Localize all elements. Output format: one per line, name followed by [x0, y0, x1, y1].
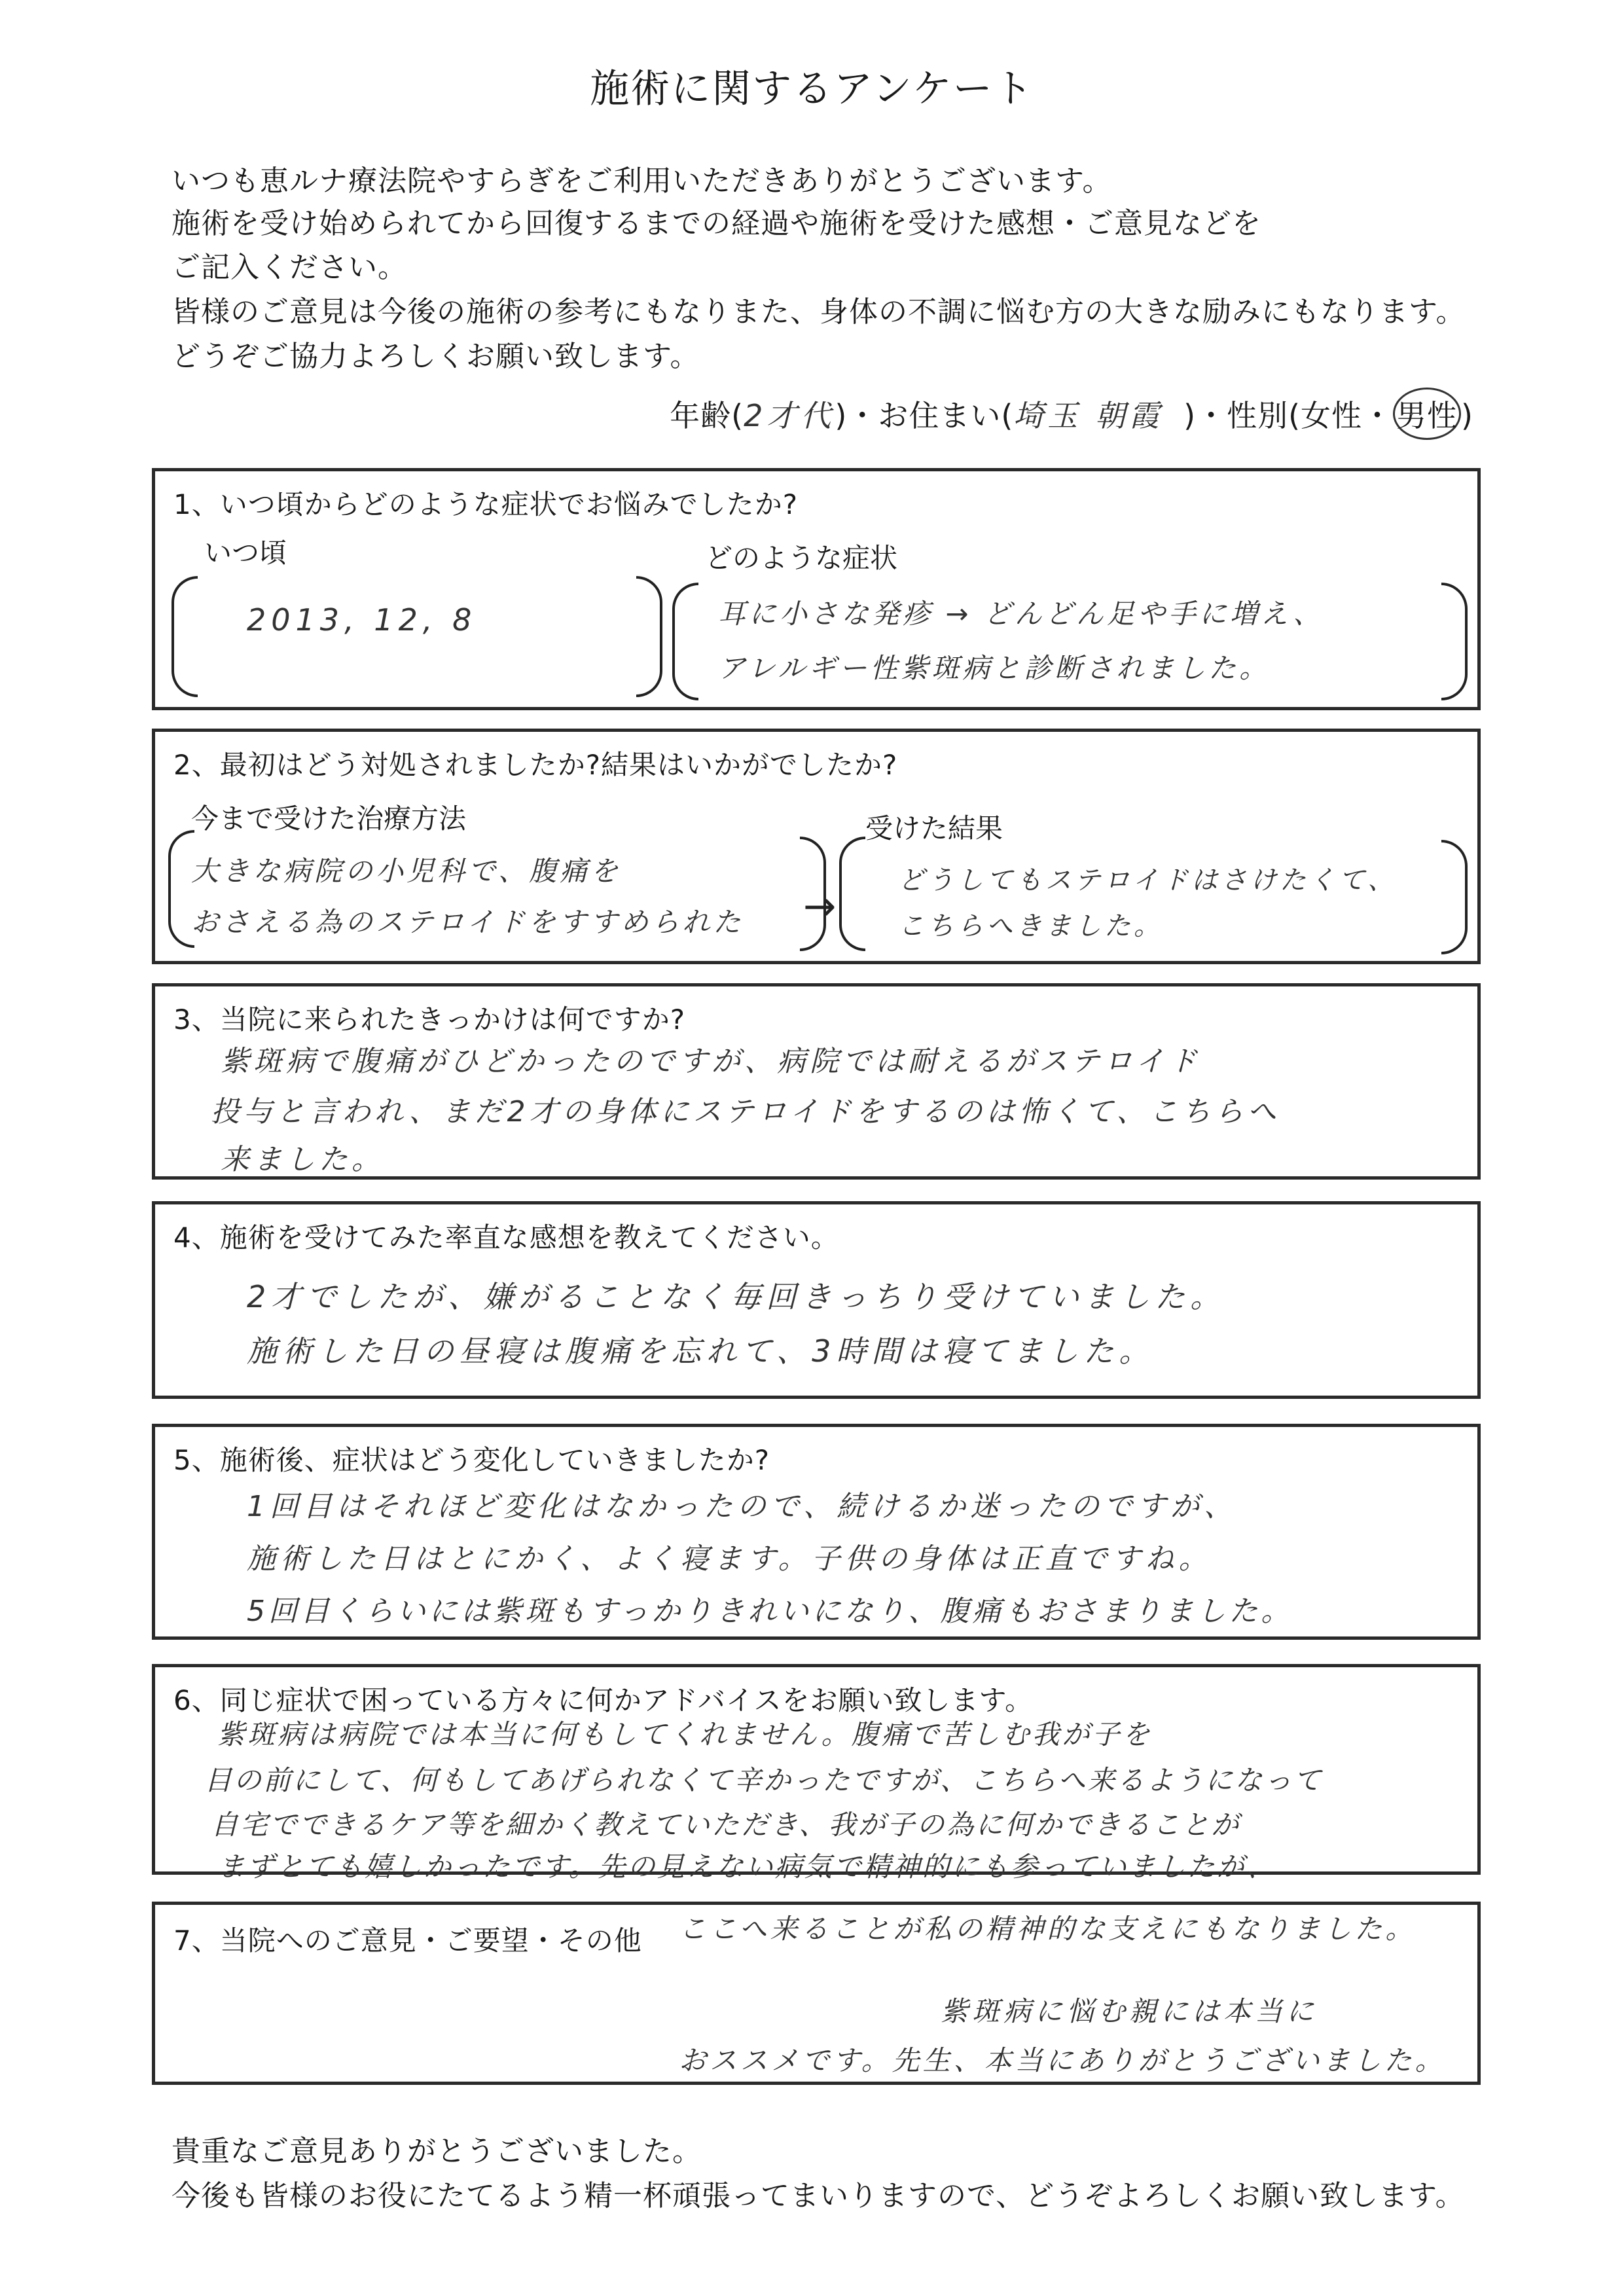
result-answer-line-2[interactable]: こちらへきました。 — [898, 911, 1163, 941]
intro-line-5: どうぞご協力よろしくお願い致します。 — [171, 340, 700, 373]
intro-line-3: ご記入ください。 — [171, 251, 407, 284]
gender-option-male-circled[interactable]: 男性 — [1393, 388, 1461, 440]
answer-5-line-3[interactable]: 5回目くらいには紫斑もすっかりきれいになり、腹痛もおさまりました。 — [247, 1595, 1293, 1628]
answer-7-line-2[interactable]: 紫斑病に悩む親には本当に — [941, 1995, 1318, 2027]
answer-3-line-1[interactable]: 紫斑病で腹痛がひどかったのですが、病院では耐えるがステロイド — [221, 1045, 1201, 1078]
when-answer[interactable]: 2013, 12, 8 — [247, 602, 477, 638]
question-4-box — [152, 1201, 1481, 1399]
answer-4-line-2[interactable]: 施術した日の昼寝は腹痛を忘れて、3時間は寝てました。 — [247, 1333, 1155, 1369]
symptom-label: どのような症状 — [705, 542, 898, 574]
gender-option-female[interactable]: 女性 — [1301, 398, 1363, 433]
treatment-answer-line-1[interactable]: 大きな病院の小児科で、腹痛を — [191, 855, 622, 887]
footer-closing: 今後も皆様のお役にたてるよう精一杯頑張ってまいりますので、どうぞよろしくお願い致します。 — [171, 2179, 1465, 2213]
question-3-box — [152, 983, 1481, 1180]
question-7-box — [152, 1902, 1481, 2085]
answer-6-line-2[interactable]: 目の前にして、何もしてあげられなくて辛かったですが、こちらへ来るようになって — [204, 1764, 1324, 1796]
question-2-label: 2、最初はどう対処されましたか?結果はいかがでしたか? — [173, 749, 898, 781]
result-bracket-right — [1441, 840, 1468, 954]
symptom-answer-line-1[interactable]: 耳に小さな発疹 → どんどん足や手に増え、 — [718, 598, 1324, 630]
age-field[interactable]: 2才代 — [744, 398, 835, 433]
symptom-bracket-left — [672, 583, 698, 700]
treatment-label: 今まで受けた治療方法 — [191, 803, 467, 835]
residence-field[interactable]: 埼玉 朝霞 — [1013, 398, 1163, 433]
question-5-label: 5、施術後、症状はどう変化していきましたか? — [173, 1444, 770, 1476]
answer-5-line-1[interactable]: 1回目はそれほど変化はなかったので、続けるか迷ったのですが、 — [247, 1490, 1238, 1523]
when-bracket-left — [171, 576, 198, 697]
question-4-label: 4、施術を受けてみた率直な感想を教えてください。 — [173, 1221, 839, 1254]
age-label: 年齢( — [670, 398, 744, 433]
result-bracket-left — [839, 837, 865, 951]
answer-6-line-3[interactable]: 自宅でできるケア等を細かく教えていただき、我が子の為に何かできることが — [211, 1809, 1241, 1841]
intro-line-4: 皆様のご意見は今後の施術の参考にもなりまた、身体の不調に悩む方の大きな励みにもなります。 — [171, 295, 1466, 329]
answer-3-line-2[interactable]: 投与と言われ、まだ2才の身体にステロイドをするのは怖くて、こちらへ — [211, 1095, 1280, 1129]
residence-close: )・ — [1183, 398, 1227, 433]
when-label: いつ頃 — [204, 537, 287, 569]
question-1-box — [152, 468, 1481, 710]
symptom-answer-line-2[interactable]: アレルギー性紫斑病と診断されました。 — [718, 652, 1271, 684]
age-close: )・ — [835, 398, 878, 433]
page-title: 施術に関するアンケート — [590, 66, 1034, 112]
answer-7-line-3[interactable]: おススメです。先生、本当にありがとうございました。 — [679, 2044, 1446, 2076]
question-6-box — [152, 1664, 1481, 1883]
treatment-bracket-left — [168, 830, 194, 948]
question-6-label: 6、同じ症状で困っている方々に何かアドバイスをお願い致します。 — [173, 1684, 1034, 1716]
intro-line-1: いつも恵ルナ療法院やすらぎをご利用いただきありがとうございます。 — [171, 164, 1112, 198]
intro-line-2: 施術を受け始められてから回復するまでの経過や施術を受けた感想・ご意見などを — [171, 207, 1261, 240]
answer-6-line-1[interactable]: 紫斑病は病院では本当に何もしてくれません。腹痛で苦しむ我が子を — [217, 1718, 1153, 1750]
arrow-right-icon: → — [803, 884, 837, 930]
treatment-answer-line-2[interactable]: おさえる為のステロイドをすすめられた — [191, 906, 744, 938]
question-3-label: 3、当院に来られたきっかけは何ですか? — [173, 1003, 686, 1036]
question-5-box — [152, 1424, 1481, 1640]
gender-close: ) — [1461, 398, 1473, 433]
residence-label: お住まい( — [878, 398, 1014, 433]
answer-5-line-2[interactable]: 施術した日はとにかく、よく寝ます。子供の身体は正直ですね。 — [247, 1542, 1212, 1576]
gender-separator: ・ — [1362, 398, 1394, 433]
question-7-label: 7、当院へのご意見・ご要望・その他 — [173, 1925, 642, 1957]
question-2-box — [152, 729, 1481, 964]
when-bracket-right — [636, 576, 662, 697]
respondent-info — [670, 388, 1473, 440]
answer-3-line-3[interactable]: 来ました。 — [221, 1143, 384, 1176]
result-label: 受けた結果 — [865, 812, 1003, 844]
question-1-label: 1、いつ頃からどのような症状でお悩みでしたか? — [173, 488, 799, 520]
answer-4-line-1[interactable]: 2才でしたが、嫌がることなく毎回きっちり受けていました。 — [247, 1279, 1226, 1314]
result-answer-line-1[interactable]: どうしてもステロイドはさけたくて、 — [898, 865, 1398, 895]
footer-thanks: 貴重なご意見ありがとうございました。 — [171, 2135, 702, 2168]
answer-6-line-4[interactable]: まずとても嬉しかったです。先の見えない病気で精神的にも参っていましたが、 — [217, 1851, 1276, 1883]
gender-label: 性別( — [1227, 398, 1301, 433]
answer-7-line-1[interactable]: ここへ来ることが私の精神的な支えにもなりました。 — [679, 1913, 1416, 1945]
symptom-bracket-right — [1441, 583, 1468, 700]
